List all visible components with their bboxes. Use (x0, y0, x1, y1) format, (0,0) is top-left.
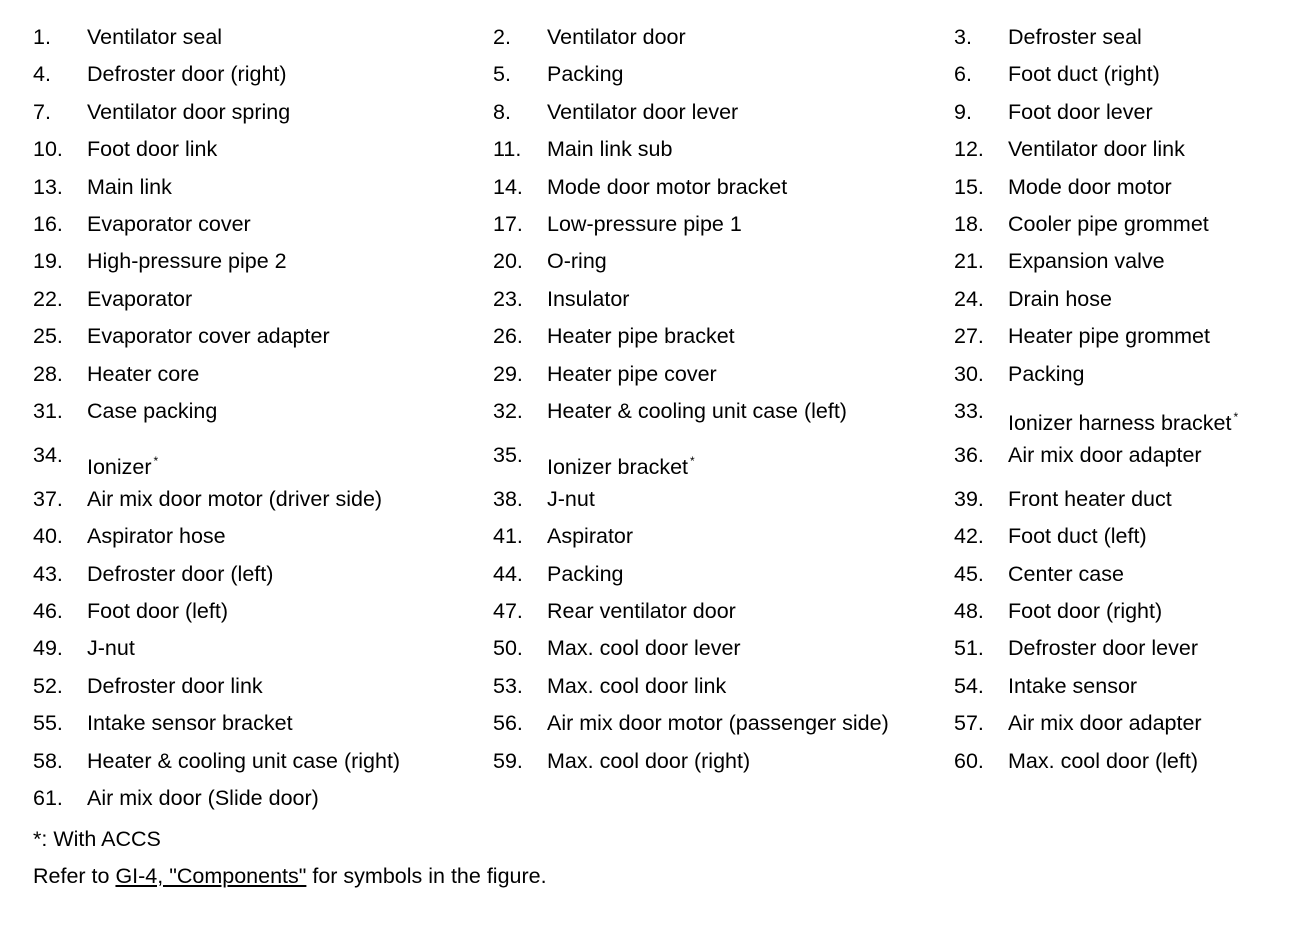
item-number: 57. (954, 711, 984, 736)
item-number: 55. (33, 711, 63, 736)
item-number: 49. (33, 636, 63, 661)
item-label-text: Insulator (547, 286, 630, 311)
accs-asterisk: * (1233, 409, 1239, 424)
item-label (1008, 22, 1142, 52)
item-label-text: Air mix door (Slide door) (87, 786, 319, 811)
item-label (87, 596, 228, 626)
item-label (87, 22, 222, 52)
item-label-text: Cooler pipe grommet (1008, 211, 1209, 236)
legend-row (33, 746, 1293, 783)
item-number: 54. (954, 673, 984, 698)
legend-row (33, 671, 1293, 708)
item-number: 15. (954, 174, 984, 199)
item-number: 23. (493, 286, 523, 311)
item-label (1008, 440, 1202, 470)
item-label (87, 359, 199, 389)
item-label (87, 633, 135, 663)
item-label-text: J-nut (87, 636, 135, 661)
item-label (87, 172, 172, 202)
item-label-text: Drain hose (1008, 286, 1112, 311)
legend-row (33, 633, 1293, 670)
item-label (1008, 559, 1124, 589)
item-label-text: Defroster door lever (1008, 636, 1198, 661)
item-number: 52. (33, 673, 63, 698)
item-label-text: Evaporator (87, 286, 193, 311)
item-number: 18. (954, 211, 984, 236)
item-label (1008, 59, 1160, 89)
item-number: 33. (954, 398, 984, 423)
item-label (87, 446, 158, 482)
item-label-text: Air mix door motor (driver side) (87, 486, 383, 511)
item-number: 60. (954, 748, 984, 773)
legend-row (33, 521, 1293, 558)
legend-row (33, 321, 1293, 358)
item-label-text: Air mix door adapter (1008, 442, 1202, 467)
item-label (547, 59, 624, 89)
item-number: 42. (954, 524, 984, 549)
item-label (1008, 402, 1238, 438)
item-label-text: Foot duct (right) (1008, 62, 1160, 87)
item-number: 11. (493, 137, 522, 162)
item-label-text: Main link sub (547, 137, 673, 162)
components-link[interactable]: GI-4, "Components" (115, 864, 307, 888)
item-label-text: Evaporator cover (87, 211, 251, 236)
item-label-text: Ionizer (87, 454, 152, 479)
item-number: 44. (493, 561, 523, 586)
item-label-text: Evaporator cover adapter (87, 324, 330, 349)
footnote: *: With ACCS (33, 827, 161, 851)
item-number: 47. (493, 599, 523, 624)
item-label-text: Aspirator (547, 524, 634, 549)
item-label (547, 209, 742, 239)
item-label-text: Foot door link (87, 137, 218, 162)
item-label (547, 633, 741, 663)
legend-row (33, 783, 1293, 820)
reference-note (33, 861, 547, 891)
item-number: 17. (493, 211, 523, 236)
item-number: 35. (493, 442, 523, 467)
item-label-text: Foot door (right) (1008, 599, 1163, 624)
item-number: 6. (954, 62, 972, 87)
item-label-text: J-nut (547, 486, 595, 511)
item-number: 61. (33, 786, 63, 811)
reference-suffix: for symbols in the figure. (306, 864, 547, 888)
item-label (547, 22, 686, 52)
item-number: 31. (33, 398, 63, 423)
item-label-text: Foot door lever (1008, 99, 1153, 124)
legend-row (33, 484, 1293, 521)
item-label (547, 596, 736, 626)
item-number: 24. (954, 286, 984, 311)
legend-row (33, 22, 1293, 59)
item-label (1008, 172, 1172, 202)
item-label-text: Heater pipe bracket (547, 324, 735, 349)
item-number: 39. (954, 486, 984, 511)
item-label-text: Center case (1008, 561, 1124, 586)
item-label (1008, 246, 1165, 276)
item-label (1008, 596, 1162, 626)
item-number: 30. (954, 361, 984, 386)
parts-legend (33, 22, 1293, 820)
item-number: 16. (33, 211, 63, 236)
item-label-text: Heater pipe grommet (1008, 324, 1210, 349)
item-label (1008, 521, 1147, 551)
item-label (547, 359, 717, 389)
legend-row (33, 97, 1293, 134)
item-number: 41. (493, 524, 523, 549)
item-label (87, 209, 251, 239)
item-label-text: Heater core (87, 361, 200, 386)
item-label (547, 446, 695, 482)
item-label (547, 134, 672, 164)
item-label-text: Front heater duct (1008, 486, 1172, 511)
item-label-text: Ventilator door lever (547, 99, 739, 124)
item-label (1008, 284, 1112, 314)
item-label (87, 134, 217, 164)
item-number: 19. (33, 249, 63, 274)
legend-row (33, 440, 1293, 484)
item-label (547, 671, 726, 701)
item-label-text: Defroster door (right) (87, 62, 287, 87)
item-number: 37. (33, 486, 63, 511)
item-label-text: Max. cool door (right) (547, 748, 751, 773)
item-label (547, 246, 607, 276)
item-label-text: Low-pressure pipe 1 (547, 211, 742, 236)
item-number: 3. (954, 25, 972, 49)
item-label (1008, 359, 1085, 389)
item-number: 2. (493, 25, 511, 49)
legend-row (33, 708, 1293, 745)
item-label (1008, 484, 1172, 514)
item-number: 34. (33, 442, 63, 467)
item-label (87, 321, 330, 351)
item-number: 14. (493, 174, 523, 199)
item-label-text: Foot duct (left) (1008, 524, 1147, 549)
accs-asterisk: * (690, 453, 695, 468)
legend-row (33, 559, 1293, 596)
legend-row (33, 359, 1293, 396)
item-label (87, 708, 293, 738)
legend-row (33, 396, 1293, 440)
item-label (547, 521, 633, 551)
item-number: 22. (33, 286, 63, 311)
item-label (1008, 633, 1198, 663)
legend-row (33, 596, 1293, 633)
item-number: 1. (33, 25, 51, 49)
item-label (1008, 97, 1153, 127)
item-label (87, 746, 400, 776)
item-label (547, 97, 738, 127)
item-number: 8. (493, 99, 511, 124)
item-label-text: Max. cool door lever (547, 636, 741, 661)
item-label (87, 246, 287, 276)
item-label-text: Defroster seal (1008, 25, 1142, 49)
item-number: 46. (33, 599, 63, 624)
item-label-text: O-ring (547, 249, 607, 274)
item-label-text: Ionizer harness bracket (1008, 410, 1232, 435)
item-number: 38. (493, 486, 523, 511)
legend-row (33, 284, 1293, 321)
item-number: 27. (954, 324, 984, 349)
item-label-text: Air mix door adapter (1008, 711, 1202, 736)
item-label (87, 783, 319, 813)
item-number: 56. (493, 711, 523, 736)
item-label-text: Ventilator door (547, 25, 686, 49)
item-label (1008, 321, 1210, 351)
item-number: 20. (493, 249, 523, 274)
item-label-text: High-pressure pipe 2 (87, 249, 287, 274)
item-number: 10. (33, 137, 63, 162)
item-label-text: Case packing (87, 398, 218, 423)
item-label-text: Foot door (left) (87, 599, 228, 624)
item-label-text: Air mix door motor (passenger side) (547, 711, 889, 736)
item-number: 7. (33, 99, 51, 124)
item-label-text: Main link (87, 174, 172, 199)
item-label-text: Intake sensor bracket (87, 711, 293, 736)
item-label-text: Packing (547, 62, 624, 87)
item-number: 36. (954, 442, 984, 467)
item-number: 28. (33, 361, 63, 386)
item-number: 9. (954, 99, 972, 124)
legend-row (33, 246, 1293, 283)
item-label (547, 559, 624, 589)
item-label-text: Packing (1008, 361, 1085, 386)
item-label (547, 746, 750, 776)
item-label (87, 559, 273, 589)
item-number: 48. (954, 599, 984, 624)
item-label-text: Max. cool door link (547, 673, 727, 698)
reference-prefix: Refer to (33, 864, 116, 888)
item-label (547, 172, 787, 202)
item-number: 59. (493, 748, 523, 773)
item-label (1008, 708, 1202, 738)
item-label-text: Ventilator door link (1008, 137, 1185, 162)
item-number: 50. (493, 636, 523, 661)
item-label (547, 484, 595, 514)
item-number: 21. (954, 249, 984, 274)
item-label-text: Ventilator door spring (87, 99, 291, 124)
item-label-text: Aspirator hose (87, 524, 226, 549)
item-number: 40. (33, 524, 63, 549)
item-label-text: Packing (547, 561, 624, 586)
item-label-text: Intake sensor (1008, 673, 1138, 698)
item-label (87, 97, 290, 127)
item-number: 12. (954, 137, 984, 162)
item-label-text: Defroster door (left) (87, 561, 274, 586)
item-label-text: Ionizer bracket (547, 454, 689, 479)
legend-row (33, 209, 1293, 246)
accs-asterisk: * (153, 453, 159, 468)
item-number: 43. (33, 561, 63, 586)
item-label-text: Max. cool door (left) (1008, 748, 1198, 773)
item-number: 25. (33, 324, 63, 349)
item-label (1008, 746, 1198, 776)
item-number: 32. (493, 398, 523, 423)
item-label (547, 321, 735, 351)
item-label-text: Heater & cooling unit case (right) (87, 748, 401, 773)
legend-row (33, 134, 1293, 171)
item-number: 4. (33, 62, 51, 87)
legend-row (33, 172, 1293, 209)
item-label (87, 484, 382, 514)
item-label (1008, 209, 1209, 239)
item-label (547, 396, 847, 426)
item-label-text: Defroster door link (87, 673, 263, 698)
item-label (1008, 671, 1137, 701)
item-label-text: Heater & cooling unit case (left) (547, 398, 847, 423)
item-label (87, 671, 263, 701)
item-label-text: Ventilator seal (87, 25, 223, 49)
legend-row (33, 59, 1293, 96)
item-label-text: Mode door motor (1008, 174, 1172, 199)
item-number: 53. (493, 673, 523, 698)
item-label (87, 59, 287, 89)
item-label-text: Expansion valve (1008, 249, 1165, 274)
item-label (87, 396, 217, 426)
item-label (547, 284, 629, 314)
item-number: 45. (954, 561, 984, 586)
item-label-text: Heater pipe cover (547, 361, 717, 386)
item-number: 26. (493, 324, 523, 349)
item-number: 58. (33, 748, 63, 773)
item-number: 5. (493, 62, 511, 87)
item-label-text: Mode door motor bracket (547, 174, 788, 199)
item-label (87, 521, 226, 551)
item-label (547, 708, 889, 738)
item-label (87, 284, 192, 314)
item-label (1008, 134, 1185, 164)
item-number: 51. (954, 636, 984, 661)
item-number: 13. (33, 174, 63, 199)
item-label-text: Rear ventilator door (547, 599, 736, 624)
item-number: 29. (493, 361, 523, 386)
